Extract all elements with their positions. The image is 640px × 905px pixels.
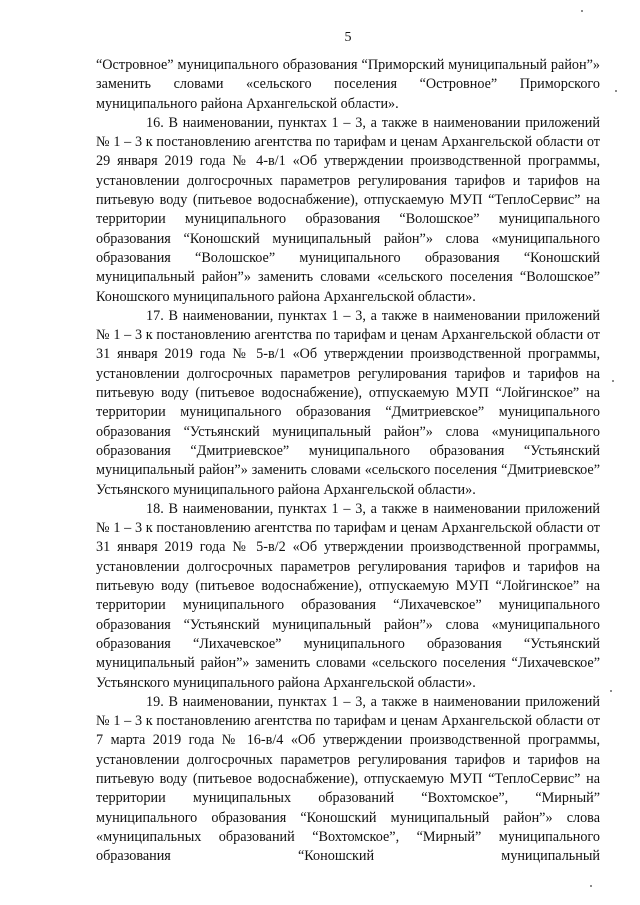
scan-speck bbox=[590, 885, 592, 887]
scan-speck bbox=[612, 380, 614, 382]
paragraph-18: 18. В наименовании, пунктах 1 – 3, а также в наименовании приложений № 1 – 3 к постановлению агентства по тарифам и ценам Архангельской области от 31 января 2019 года № 5-в/2 «Об утверждении производственной программы, установлении долгосрочных параметров регулирования тарифов и тарифов на питьевую воду (питьевое водоснабжение), отпускаемую МУП “Лойгинское” на территории муниципального образования “Лихачевское” муниципального образования “Устьянский муниципальный район”» слова «муниципального образования “Лихачевское” муниципального образования “Устьянский муниципальный район”» заменить словами «сельского поселения “Лихачевское” Устьянского муниципального района Архангельской области». bbox=[96, 500, 600, 691]
paragraph-continuation: “Островное” муниципального образования “Приморский муниципальный район”» заменить словами «сельского поселения “Островное” Приморского муниципального района Архангельской области». bbox=[96, 57, 600, 112]
paragraph-19: 19. В наименовании, пунктах 1 – 3, а также в наименовании приложений № 1 – 3 к постановлению агентства по тарифам и ценам Архангельской области от 7 марта 2019 года № 16-в/4 «Об утверждении производственной программы, установлении долгосрочных параметров регулирования тарифов и тарифов на питьевую воду (питьевое водоснабжение), отпускаемую МУП “ТеплоСервис” на территории муниципальных образований “Вохтомское”, “Мирный” муниципального образования “Коношский муниципальный район”» слова «муниципальных образований “Вохтомское”, “Мирный” муниципального образования “Коношский муниципальный bbox=[96, 693, 600, 865]
scan-speck bbox=[581, 10, 583, 12]
paragraph-16: 16. В наименовании, пунктах 1 – 3, а также в наименовании приложений № 1 – 3 к постановлению агентства по тарифам и ценам Архангельской области от 29 января 2019 года № 4-в/1 «Об утверждении производственной программы, установлении долгосрочных параметров регулирования тарифов и тарифов на питьевую воду (питьевое водоснабжение), отпускаемую МУП “ТеплоСервис” на территории муниципального образования “Волошское” муниципального образования “Коношский муниципальный район”» слова «муниципального образования “Волошское” муниципального образования “Коношский муниципальный район”» заменить словами «сельского поселения “Волошское” Коношского муниципального района Архангельской области». bbox=[96, 114, 600, 305]
paragraph-17: 17. В наименовании, пунктах 1 – 3, а также в наименовании приложений № 1 – 3 к постановлению агентства по тарифам и ценам Архангельской области от 31 января 2019 года № 5-в/1 «Об утверждении производственной программы, установлении долгосрочных параметров регулирования тарифов и тарифов на питьевую воду (питьевое водоснабжение), отпускаемую МУП “Лойгинское” на территории муниципального образования “Дмитриевское” муниципального образования “Устьянский муниципальный район”» слова «муниципального образования “Дмитриевское” муниципального образования “Устьянский муниципальный район”» заменить словами «сельского поселения “Дмитриевское” Устьянского муниципального района Архангельской области». bbox=[96, 307, 600, 498]
document-page bbox=[96, 28, 600, 866]
scan-speck bbox=[615, 90, 617, 92]
scan-speck bbox=[610, 690, 612, 692]
page-number: 5 bbox=[344, 30, 352, 45]
